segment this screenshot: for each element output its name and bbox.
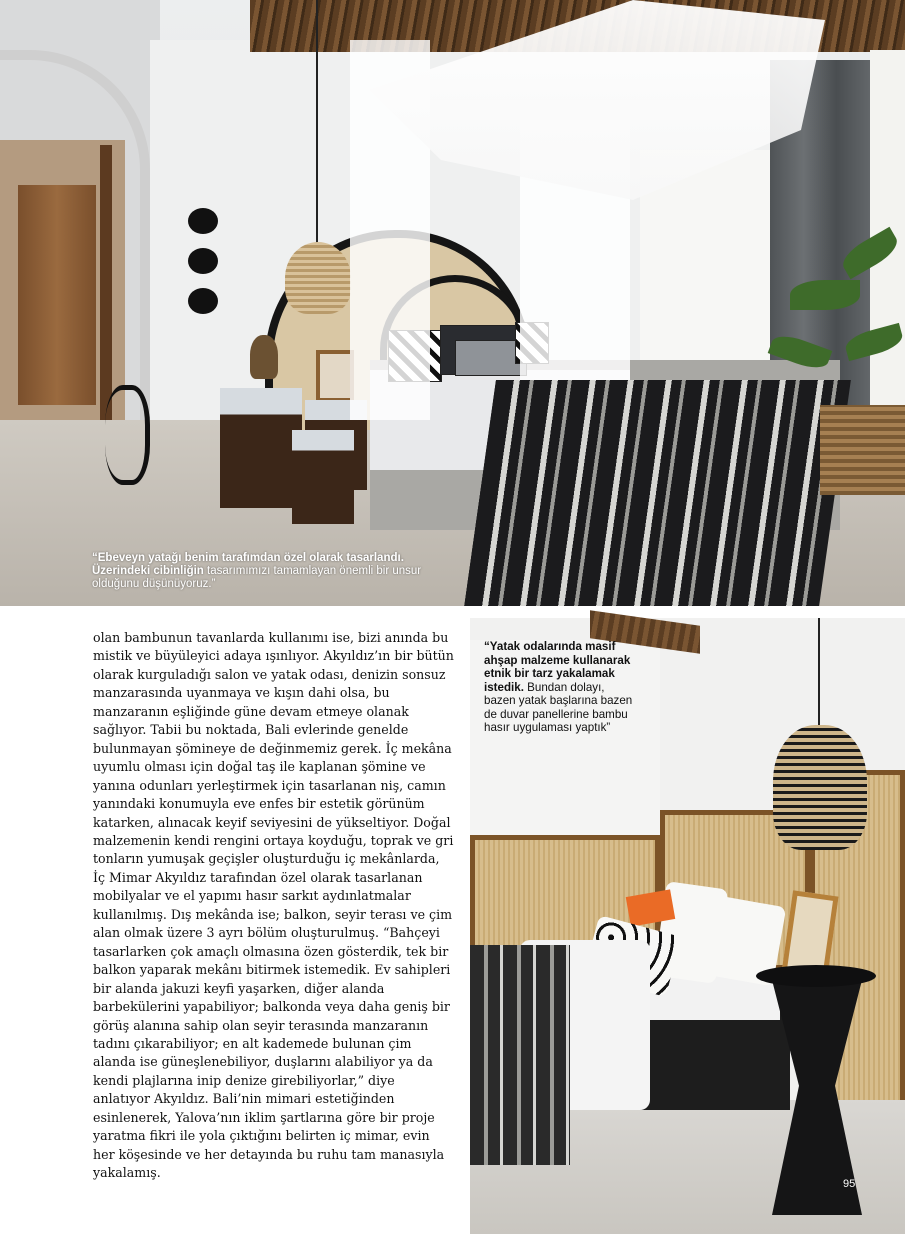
photo-picture-frame [316,350,354,402]
article-body [93,629,455,1183]
photo-plant-leaf [790,280,860,310]
wall-disc-decor [188,248,218,274]
article-paragraph: olan bambunun tavanlarda kullanımı ise, bizi anında bu mistik ve büyüleyici adaya ışınlıyor. Akyıldız’ın bir bütün olarak kurguladığı salon ve yatak odası, denizin sonsuz manzarasında uyanmaya ve kışın dahi olsa, bu manzaranın eşliğinde güne devam etmeye olanak sağlıyor. Tabii bu noktada, Bali evlerinde genelde bulunmayan şömineye de değinmemiz gerek. İç mekâna uyumlu olması için doğal taş ile kaplanan şömine ve yanına odunları yerleştirmek için tasarlanan niş, camın yanındaki konumuyla eve enfes bir estetik görünüm katarken, alınacak keyif seviyesini de yükseltiyor. Doğal malzemenin kendi rengini ortaya koyduğu, toprak ve gri tonların yumuşak geçişler oluşturduğu iç mekânlarda, İç Mimar Akyıldız tarafından özel olarak tasarlanan mobilyalar ve el yapımı hasır sarkıt aydınlatmalar kullanılmış. Dış mekânda ise; balkon, seyir terası ve çim alan olmak üzere 3 ayrı bölüm oluşturulmuş. “Bahçeyi tasarlarken çok amaçlı olmasına özen gösterdik, tek bir balkon yaparak mekânı bitirmek istemedik. Ev sahipleri bir alanda jakuzi keyfi yaşarken, diğer alanda barbekülerini yapabiliyor; balkonda veya daha geniş bir görüş alanına sahip olan seyir terasında manzaranın tadını çıkarabiliyor; en alt kademede bulunan çim alanda ise güneşlenebiliyor, duşlarını alabiliyor ya da kendi plajlarına inip denize girebiliyorlar,” diye anlatıyor Akyıldız. Bali’nin mimari estetiğinden esinlenerek, Yalova’nın iklim şartlarına göre bir proje yaratma fikri ile yola çıktığını belirten iç mimar, evin her köşesinde ve her detayında bu ruhu tam manasıyla yakalamış. [93,630,454,1181]
bottom-photo-caption [484,640,634,735]
photo2-striped-blanket [470,945,570,1165]
photo-buddha-statue [250,335,278,379]
photo-rattan-lamp [285,242,351,314]
photo-stump-table [220,388,302,508]
top-photo-caption [92,552,452,591]
photo-striped-blanket [464,380,851,606]
photo2-table-top [756,965,876,987]
page-number: 95 [843,1178,856,1190]
bottom-caption-regular: Bundan dolayı, bazen yatak başlarına bazen de duvar panellerine bambu hasır uygulaması yaptık” [484,680,633,734]
top-caption-bold: “Ebeveyn yatağı benim tarafımdan özel olarak tasarlandı. Üzerindeki cibinliğin [92,552,404,577]
photo-lamp-cord [316,0,318,245]
wall-disc-decor [188,288,218,314]
photo-black-chair [105,385,150,485]
photo2-lamp-cord [818,618,820,728]
photo-stump-table [292,430,354,524]
bottom-caption-bold: “Yatak odalarında masif ahşap malzeme kullanarak etnik bir tarz yakalamak istedik. [484,640,631,694]
photo-plant-basket [820,405,905,495]
photo2-woven-lamp [773,725,867,850]
top-caption-regular: tasarımımızı tamamlayan önemli bir unsur olduğunu düşünüyoruz.” [92,565,422,590]
wall-disc-decor [188,208,218,234]
